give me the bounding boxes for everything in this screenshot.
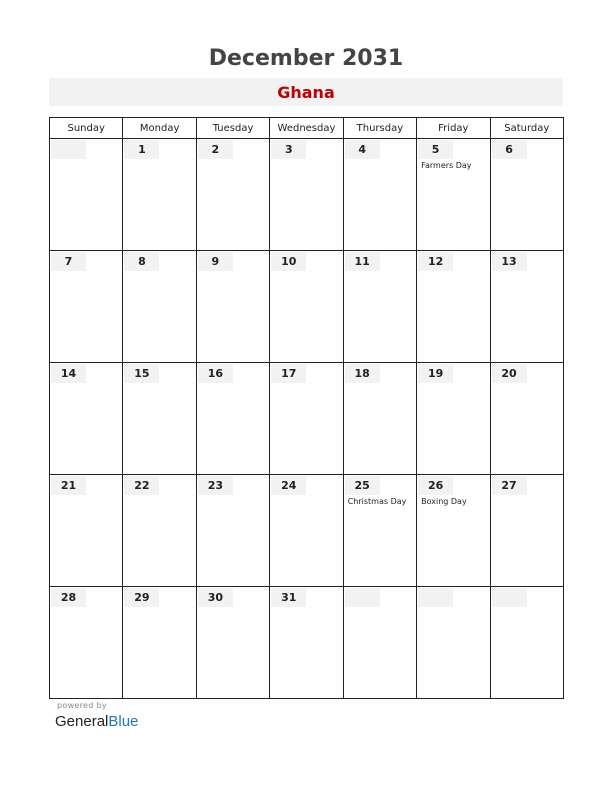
day-number: 21: [60, 479, 77, 492]
day-cell: [490, 587, 563, 699]
day-number-box: [124, 140, 159, 159]
day-cell: [50, 139, 123, 251]
day-cell: [343, 251, 416, 363]
weekday-tuesday: Tuesday: [196, 118, 269, 139]
day-cell: [490, 139, 563, 251]
day-number-box: [51, 364, 86, 383]
brand-general: General: [55, 713, 109, 730]
day-cell: [123, 363, 196, 475]
day-number: 6: [505, 143, 513, 156]
day-number: 16: [207, 367, 223, 380]
day-number-box: [345, 476, 380, 495]
weekday-friday: Friday: [417, 118, 490, 139]
day-number: 30: [207, 591, 223, 604]
day-number-box: [271, 476, 306, 495]
day-number: 18: [354, 367, 370, 380]
day-cell: [490, 475, 563, 587]
day-cell: [196, 251, 269, 363]
day-number-box: [271, 364, 306, 383]
country-banner: [49, 78, 563, 106]
day-number-box: [271, 140, 306, 159]
day-cell: [270, 587, 343, 699]
week-row: [50, 587, 564, 699]
day-cell: [196, 139, 269, 251]
day-cell: [50, 251, 123, 363]
day-number: 22: [134, 479, 150, 492]
day-number: 4: [358, 143, 367, 156]
week-row: [50, 475, 564, 587]
day-cell: [417, 251, 490, 363]
day-number-box: [198, 364, 233, 383]
day-number: 15: [134, 367, 150, 380]
day-cell: [123, 475, 196, 587]
week-row: [50, 251, 564, 363]
day-number: 13: [501, 255, 517, 268]
day-number-box: [124, 588, 159, 607]
calendar-grid: [49, 117, 564, 699]
day-cell: [343, 139, 416, 251]
day-number-box: [124, 476, 159, 495]
day-number-box: [51, 588, 86, 607]
day-cell: [50, 363, 123, 475]
day-number: 28: [60, 591, 77, 604]
day-cell: [270, 139, 343, 251]
day-number-box: [492, 588, 527, 607]
day-number-box: [124, 252, 159, 271]
weekday-thursday: Thursday: [343, 118, 416, 139]
day-number-box: [345, 252, 380, 271]
day-cell: [123, 251, 196, 363]
day-number-box: [345, 364, 380, 383]
day-number-box: [51, 140, 86, 159]
day-cell: [490, 363, 563, 475]
day-number: 14: [60, 367, 77, 380]
day-cell: [196, 475, 269, 587]
day-number-box: [418, 588, 453, 607]
day-number: 1: [138, 143, 146, 156]
day-number: 11: [354, 255, 370, 268]
country-name: Ghana: [277, 83, 335, 102]
day-number: 24: [281, 479, 297, 492]
day-number-box: [418, 364, 453, 383]
day-number-box: [51, 476, 86, 495]
day-cell: [123, 139, 196, 251]
day-cell: [343, 475, 416, 587]
day-number: 9: [211, 255, 220, 268]
day-cell: [196, 587, 269, 699]
holiday-label: Farmers Day: [421, 161, 472, 170]
holiday-label: Christmas Day: [347, 497, 407, 506]
day-number: 31: [281, 591, 297, 604]
day-cell: [270, 475, 343, 587]
day-number-box: [418, 140, 453, 159]
brand-blue: Blue: [108, 713, 139, 730]
day-cell: [490, 251, 563, 363]
day-number: 26: [427, 479, 444, 492]
day-number-box: [492, 364, 527, 383]
day-number-box: [271, 588, 306, 607]
day-number-box: [198, 588, 233, 607]
day-number-box: [198, 476, 233, 495]
day-cell: [270, 363, 343, 475]
day-cell: [417, 363, 490, 475]
day-number-box: [198, 140, 233, 159]
weekday-sunday: Sunday: [50, 118, 123, 139]
day-number: 23: [207, 479, 223, 492]
powered-by-text: powered by: [57, 701, 107, 710]
day-number: 7: [64, 255, 73, 268]
day-cell: [50, 475, 123, 587]
day-number-box: [418, 476, 453, 495]
day-cell: [343, 587, 416, 699]
day-number: 3: [284, 143, 293, 156]
holiday-label: Boxing Day: [421, 497, 467, 506]
day-number-box: [124, 364, 159, 383]
day-number: 20: [501, 367, 517, 380]
day-cell: [196, 363, 269, 475]
day-number: 5: [431, 143, 440, 156]
day-number-box: [345, 140, 380, 159]
day-cell: [50, 587, 123, 699]
day-number: 25: [354, 479, 370, 492]
day-number: 8: [138, 255, 146, 268]
day-cell: [417, 139, 490, 251]
day-number: 10: [281, 255, 297, 268]
day-number-box: [492, 140, 527, 159]
day-cell: [123, 587, 196, 699]
day-number-box: [345, 588, 380, 607]
day-cell: [417, 587, 490, 699]
day-number-box: [492, 252, 527, 271]
generalblue-logo[interactable]: [55, 713, 138, 730]
day-cell: [343, 363, 416, 475]
weekday-saturday: Saturday: [490, 118, 563, 139]
weekday-wednesday: Wednesday: [270, 118, 343, 139]
day-number: 17: [281, 367, 297, 380]
day-number-box: [51, 252, 86, 271]
week-row: [50, 139, 564, 251]
day-number-box: [271, 252, 306, 271]
weekday-header-row: [50, 118, 564, 139]
day-number-box: [492, 476, 527, 495]
day-number: 27: [501, 479, 517, 492]
weekday-monday: Monday: [123, 118, 196, 139]
week-row: [50, 363, 564, 475]
day-number: 2: [211, 143, 220, 156]
day-cell: [270, 251, 343, 363]
calendar-title: December 2031: [208, 46, 404, 71]
day-cell: [417, 475, 490, 587]
day-number: 29: [134, 591, 150, 604]
day-number-box: [198, 252, 233, 271]
day-number: 12: [427, 255, 444, 268]
day-number: 19: [427, 367, 444, 380]
day-number-box: [418, 252, 453, 271]
